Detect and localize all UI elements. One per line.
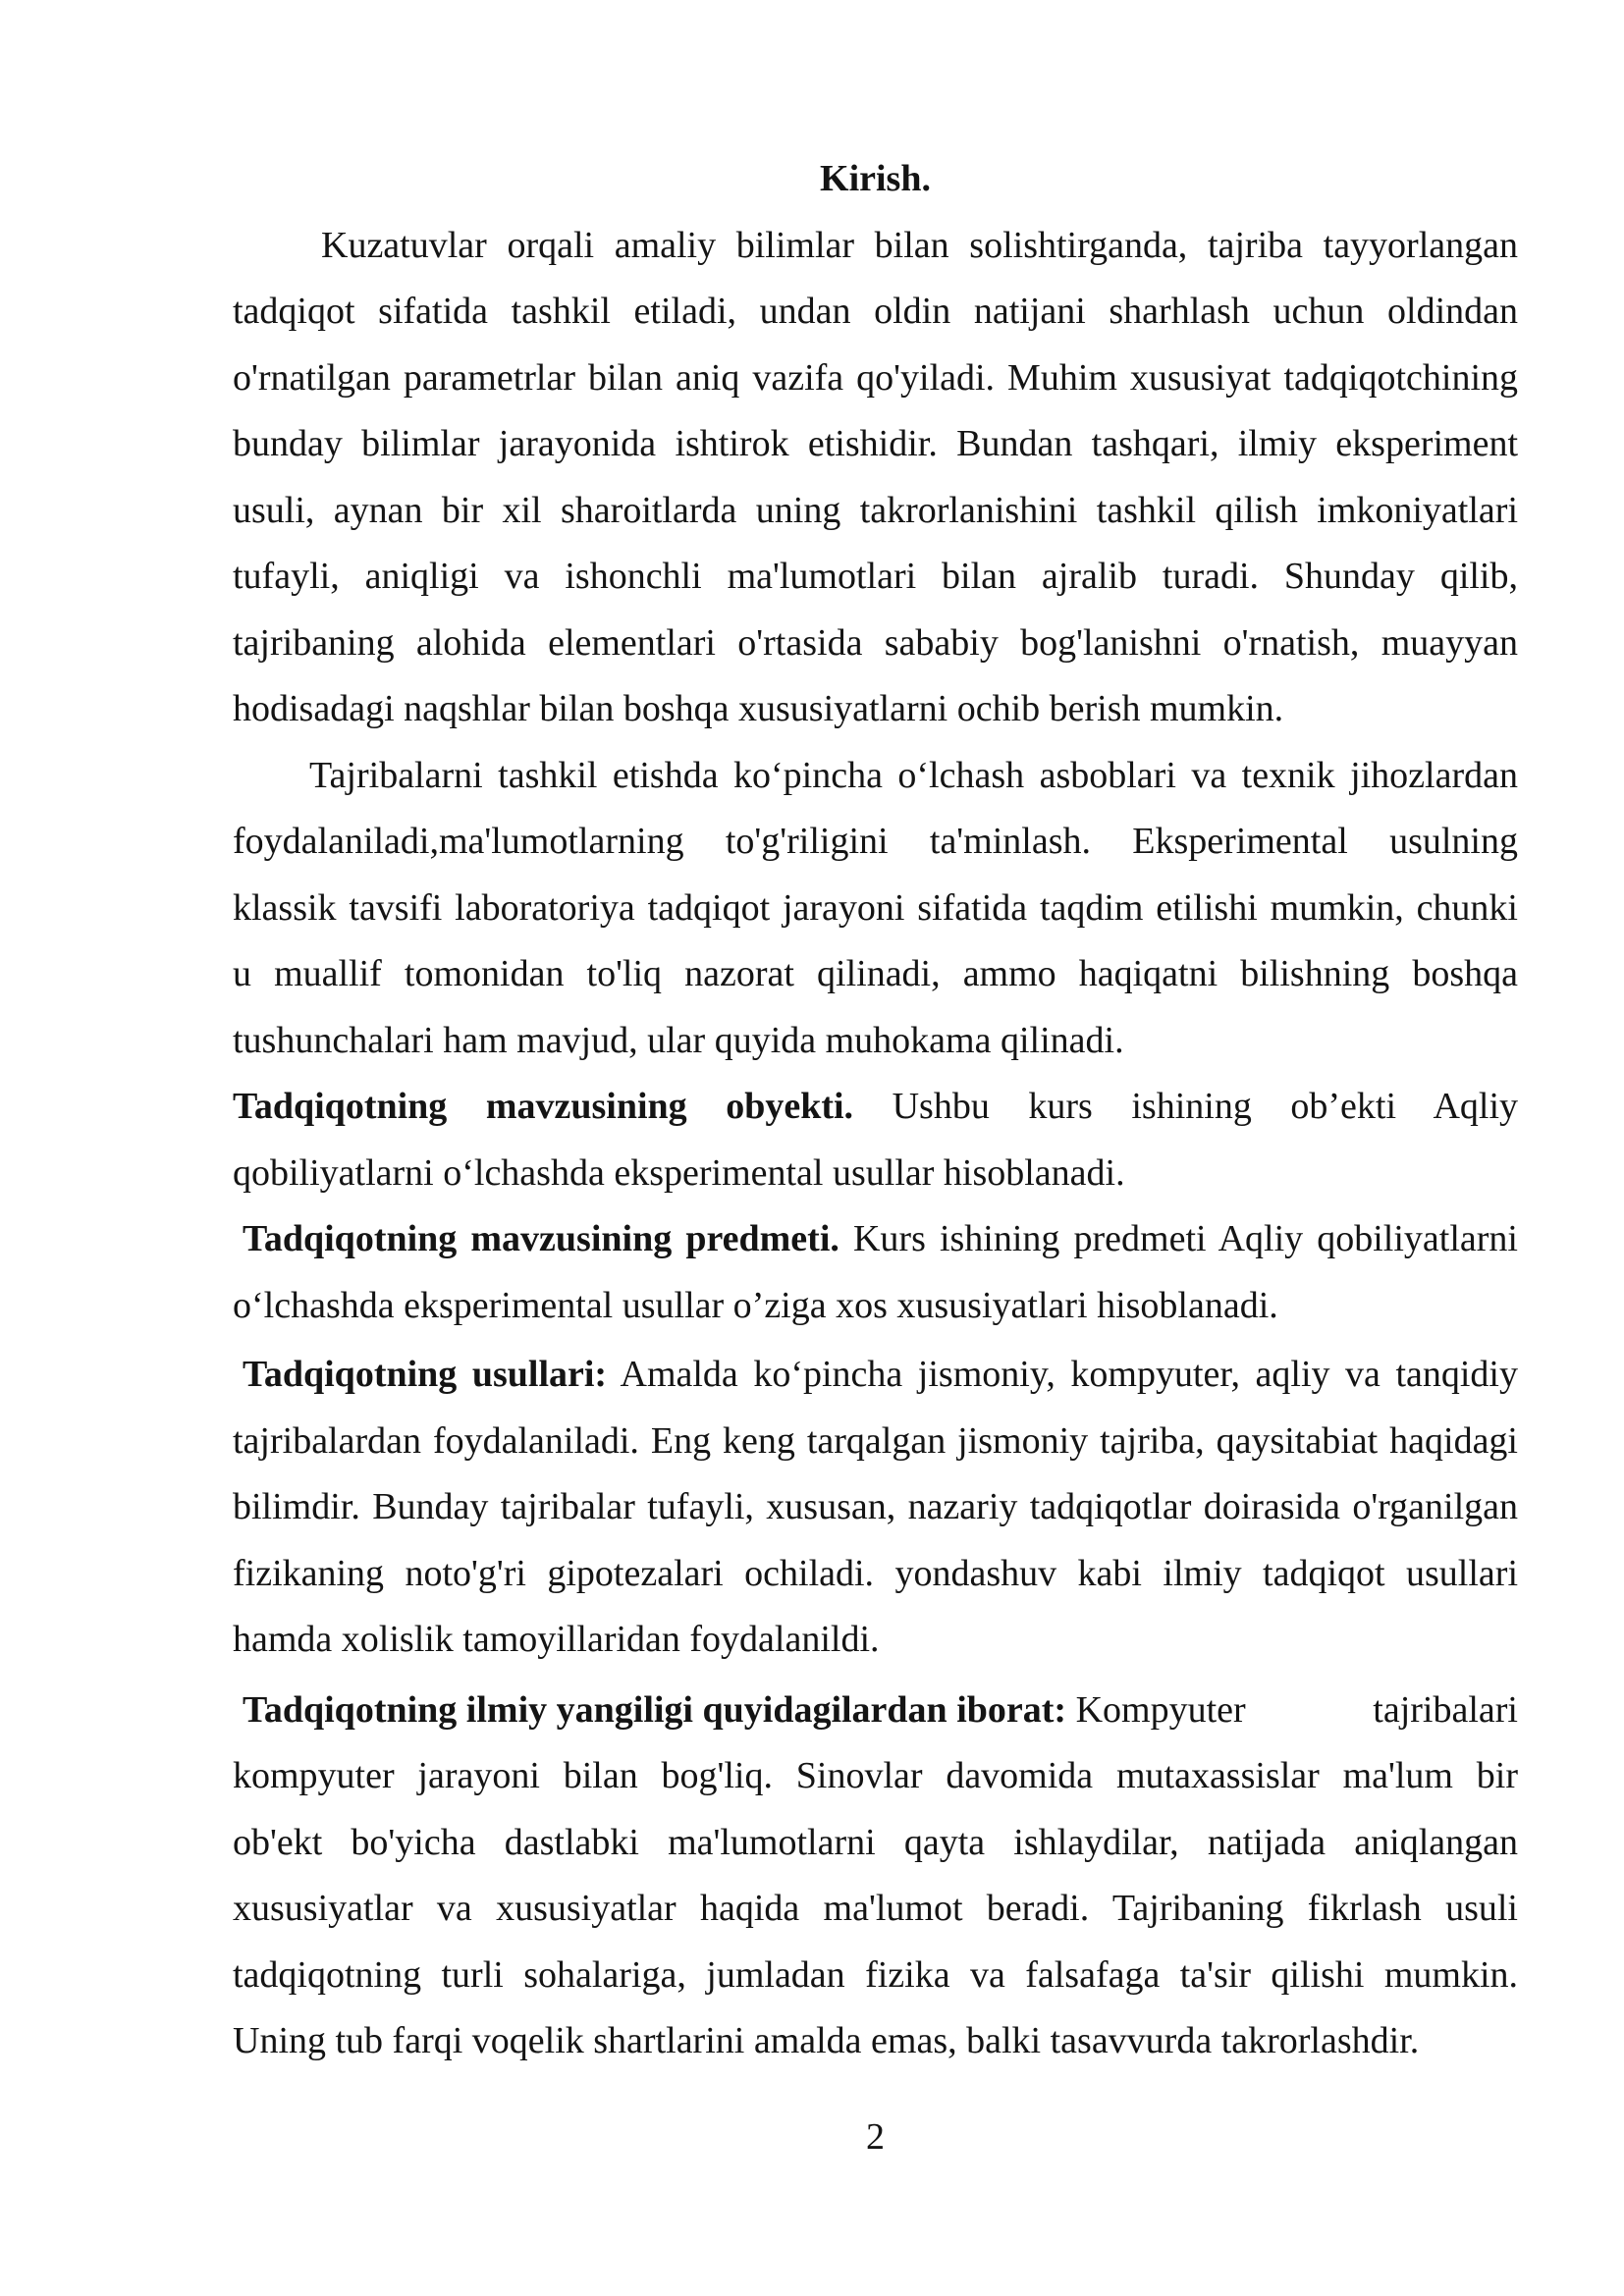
paragraph-line: tadqiqotning turli sohalariga, jumladan fizika va falsafaga ta'sir qilishi mumkin. [233, 1953, 1518, 1996]
document-body [233, 146, 1518, 2075]
paragraph-text: Kurs ishining predmeti Aqliy qobiliyatlarni [839, 1218, 1518, 1259]
paragraph-line: ob'ekt bo'yicha dastlabki ma'lumotlarni qayta ishlaydilar, natijada aniqlangan [233, 1821, 1518, 1863]
paragraph-line: qobiliyatlarni o‘lchashda eksperimental usullar hisoblanadi. [233, 1151, 1125, 1194]
section-heading: Tadqiqotning usullari: [243, 1354, 608, 1395]
paragraph-line: klassik tavsifi laboratoriya tadqiqot jarayoni sifatida taqdim etilishi mumkin, chunki [233, 886, 1518, 929]
paragraph-line: bilimdir. Bunday tajribalar tufayli, xususan, nazariy tadqiqotlar doirasida o'rganilgan [233, 1486, 1518, 1527]
paragraph-text: Kompyuter [1066, 1688, 1246, 1731]
paragraph-line: o‘lchashda eksperimental usullar o’ziga xos xususiyatlari hisoblanadi. [233, 1284, 1278, 1326]
paragraph-object [233, 1074, 1518, 1206]
paragraph-line: tufayli, aniqligi va ishonchli ma'lumotlari bilan ajralib turadi. Shunday qilib, [233, 556, 1518, 597]
paragraph-line: hamda xolislik tamoyillaridan foydalanildi. [233, 1619, 880, 1660]
paragraph-text: Amalda ko‘pincha jismoniy, kompyuter, aqliy va tanqidiy [607, 1354, 1518, 1395]
paragraph-line [233, 1678, 1518, 1744]
section-heading: Tadqiqotning ilmiy yangiligi quyidagilardan iborat: [243, 1688, 1067, 1731]
paragraph-line: kompyuter jarayoni bilan bog'liq. Sinovlar davomida mutaxassislar ma'lum bir [233, 1755, 1518, 1796]
paragraph-line: tushunchalari ham mavjud, ular quyida muhokama qilinadi. [233, 1019, 1124, 1061]
paragraph-line: u muallif tomonidan to'liq nazorat qilinadi, ammo haqiqatni bilishning boshqa [233, 953, 1518, 994]
paragraph-line: bunday bilimlar jarayonida ishtirok etishidir. Bundan tashqari, ilmiy eksperiment [233, 423, 1518, 464]
paragraph-methods [233, 1342, 1518, 1674]
paragraph-line: fizikaning noto'g'ri gipotezalari ochiladi. yondashuv kabi ilmiy tadqiqot usullari [233, 1552, 1518, 1594]
page-number: 2 [866, 2116, 885, 2158]
section-heading: Tadqiqotning mavzusining predmeti. [243, 1218, 839, 1259]
paragraph-experiments [233, 743, 1518, 1075]
paragraph-line: usuli, aynan bir xil sharoitlarda uning takrorlanishini tashkil qilish imkoniyatlari [233, 489, 1518, 531]
paragraph-line: hodisadagi naqshlar bilan boshqa xususiyatlarni ochib berish mumkin. [233, 688, 1284, 729]
paragraph-line: Kuzatuvlar orqali amaliy bilimlar bilan solishtirganda, tajriba tayyorlangan [321, 224, 1518, 266]
paragraph-line: xususiyatlar va xususiyatlar haqida ma'lumot beradi. Tajribaning fikrlash usuli [233, 1888, 1518, 1929]
paragraph-intro [233, 213, 1518, 743]
paragraph-line: tadqiqot sifatida tashkil etiladi, undan oldin natijani sharhlash uchun oldindan [233, 291, 1518, 332]
paragraph-line [233, 1206, 1518, 1273]
paragraph-line: Uning tub farqi voqelik shartlarini amalda emas, balki tasavvurda takrorlashdir. [233, 2020, 1420, 2061]
paragraph-text: Ushbu kurs ishining ob’ekti Aqliy [853, 1086, 1519, 1127]
paragraph-line: Tajribalarni tashkil etishda ko‘pincha o‘lchash asboblari va texnik jihozlardan [309, 754, 1518, 796]
paragraph-line [233, 1342, 1518, 1409]
paragraph-line: tajribalardan foydalaniladi. Eng keng tarqalgan jismoniy tajriba, qaysitabiat haqidagi [233, 1419, 1518, 1462]
paragraph-line [233, 1074, 1518, 1141]
section-heading: Tadqiqotning mavzusining obyekti. [233, 1086, 854, 1127]
paragraph-line: o'rnatilgan parametrlar bilan aniq vazifa qo'yiladi. Muhim xususiyat tadqiqotchining [233, 356, 1518, 399]
paragraph-line: tajribaning alohida elementlari o'rtasida sababiy bog'lanishni o'rnatish, muayyan [233, 621, 1518, 664]
paragraph-subject [233, 1206, 1518, 1339]
paragraph-text: tajribalari [1373, 1688, 1518, 1731]
page-title: Kirish. [820, 158, 931, 199]
paragraph-line: foydalaniladi,ma'lumotlarning to'g'riligini ta'minlash. Eksperimental usulning [233, 821, 1518, 862]
paragraph-novelty [233, 1678, 1518, 2075]
